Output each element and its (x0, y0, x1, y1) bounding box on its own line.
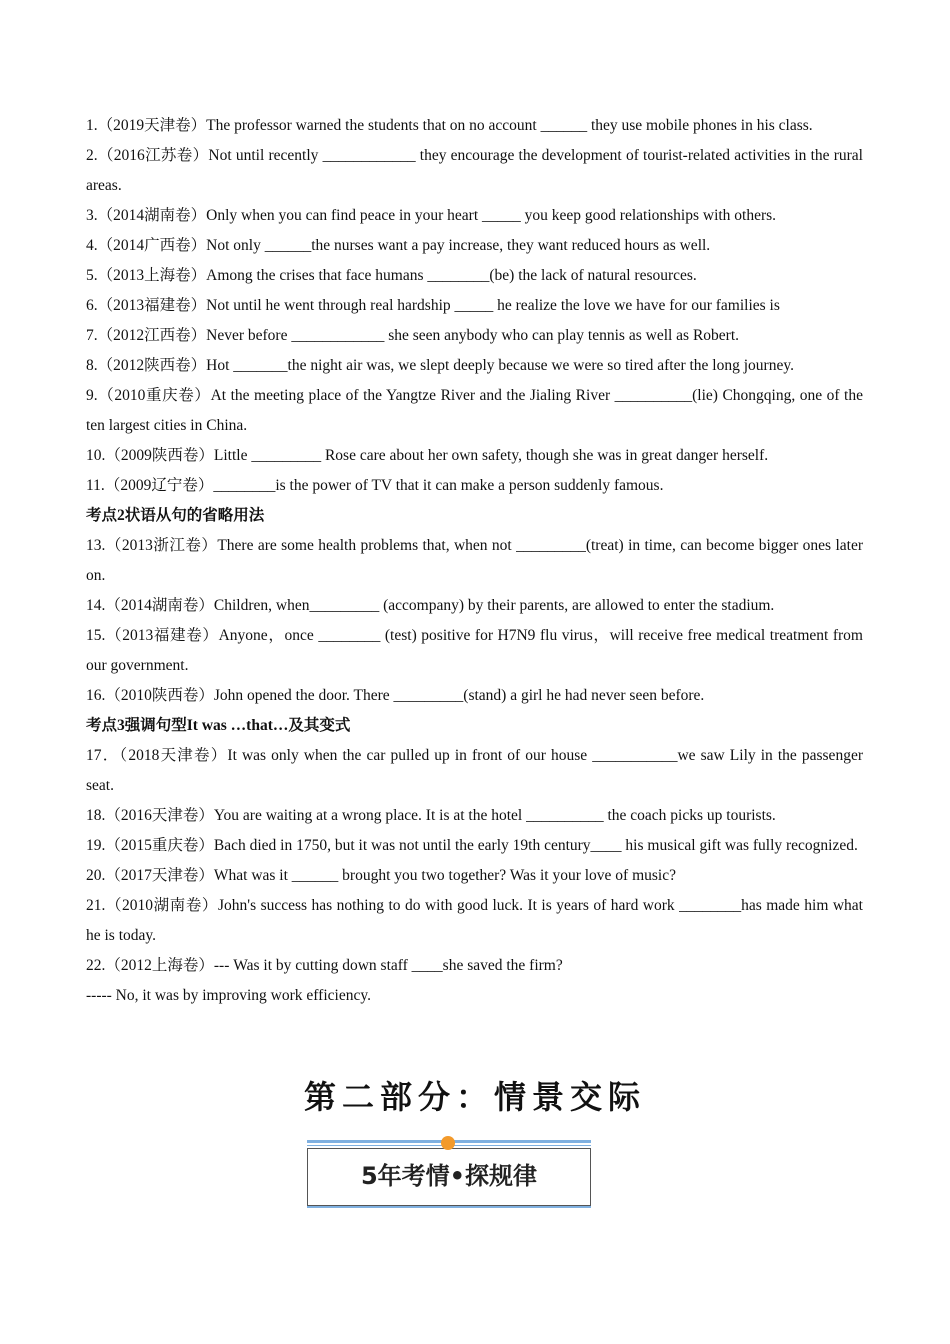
question-text: At the meeting place of the Yangtze River and the Jialing River __________(lie) Chongqing, one of the ten largest cities in China. (86, 387, 863, 434)
question-source: （2018天津卷） (119, 747, 228, 764)
question-number: 1. (86, 117, 98, 134)
question-text: Never before ____________ she seen anybody who can play tennis as well as Robert. (206, 327, 740, 344)
question-text: John's success has nothing to do with good luck. It is years of hard work ________has made him what he is today. (86, 897, 863, 944)
question-number: 20. (86, 867, 106, 884)
question-item (86, 111, 863, 141)
question-item (86, 321, 863, 351)
question-source: （2015重庆卷） (105, 837, 214, 854)
question-source: （2016天津卷） (105, 807, 214, 824)
question-item (86, 201, 863, 231)
question-item (86, 261, 863, 291)
question-item (86, 231, 863, 261)
question-number: 2. (86, 147, 98, 164)
question-group-inversion (86, 111, 863, 501)
banner-text: 5年考情•探规律 (360, 1162, 538, 1190)
question-item (86, 861, 863, 891)
question-text: Among the crises that face humans ________(be) the lack of natural resources. (206, 267, 697, 284)
question-item (86, 141, 863, 201)
question-text: Hot _______the night air was, we slept deeply because we were so tired after the long journey. (206, 357, 794, 374)
question-text: Anyone，once ________ (test) positive for H7N9 flu virus，will receive free medical treatment from our government. (86, 627, 863, 674)
question-number: 19. (86, 837, 106, 854)
question-number: 3. (86, 207, 98, 224)
banner-bottom-rule (307, 1206, 591, 1208)
question-source: （2009陕西卷） (105, 447, 214, 464)
question-item (86, 681, 863, 711)
question-item (86, 591, 863, 621)
question-item (86, 291, 863, 321)
question-number: 4. (86, 237, 98, 254)
question-number: 16. (86, 687, 106, 704)
question-source: （2012上海卷） (105, 957, 214, 974)
question-item (86, 621, 863, 681)
question-number: 9. (86, 387, 98, 404)
question-text: Children, when_________ (accompany) by their parents, are allowed to enter the stadium. (213, 597, 775, 614)
question-source: （2019天津卷） (97, 117, 207, 134)
question-text: --- Was it by cutting down staff ____she saved the firm? (213, 957, 563, 974)
question-item (86, 351, 863, 381)
question-text: You are waiting at a wrong place. It is at the hotel __________ the coach picks up tourists. (213, 807, 776, 824)
question-text: Not until recently ____________ they encourage the development of tourist-related activities in the rural areas. (86, 147, 863, 194)
question-number: 18. (86, 807, 106, 824)
question-text: Little _________ Rose care about her own safety, though she was in great danger herself. (213, 447, 769, 464)
question-item (86, 801, 863, 831)
question-source: （2016江苏卷） (97, 147, 209, 164)
question-number: 6. (86, 297, 98, 314)
question-source: （2013浙江卷） (105, 537, 218, 554)
question-item (86, 381, 863, 441)
question-source: （2013福建卷） (105, 627, 219, 644)
question-text: Only when you can find peace in your heart _____ you keep good relationships with others. (206, 207, 777, 224)
question-number: 11. (86, 477, 105, 494)
question-text: John opened the door. There _________(stand) a girl he had never seen before. (213, 687, 705, 704)
question-item (86, 531, 863, 591)
part-two-title: 第二部分：情景交际 (303, 1078, 646, 1116)
question-group-ellipsis (86, 531, 863, 711)
question-number: 8. (86, 357, 98, 374)
question-source: （2012陕西卷） (97, 357, 207, 374)
question-source: （2014湖南卷） (97, 207, 207, 224)
question-number: 14. (86, 597, 106, 614)
question-text: ________is the power of TV that it can make a person suddenly famous. (213, 477, 664, 494)
section-heading-2: 考点2状语从句的省略用法 (86, 507, 265, 524)
question-source: （2010湖南卷） (105, 897, 219, 914)
answer-line: ----- No, it was by improving work efficiency. (86, 987, 371, 1004)
question-number: 15. (86, 627, 106, 644)
question-item (86, 891, 863, 951)
question-item (86, 441, 863, 471)
question-text: Not until he went through real hardship _____ he realize the love we have for our families is (206, 297, 780, 314)
question-text: It was only when the car pulled up in front of our house ___________we saw Lily in the passenger seat. (86, 747, 863, 794)
question-source: （2010重庆卷） (97, 387, 211, 404)
question-source: （2013福建卷） (97, 297, 207, 314)
question-number: 5. (86, 267, 98, 284)
question-item (86, 471, 863, 501)
question-source: （2012江西卷） (97, 327, 207, 344)
question-list (86, 111, 863, 1011)
question-item (86, 831, 863, 861)
question-number: 17． (86, 747, 120, 764)
question-number: 7. (86, 327, 98, 344)
question-source: （2010陕西卷） (105, 687, 214, 704)
question-source: （2009辽宁卷） (104, 477, 214, 494)
section-heading-3: 考点3强调句型It was …that…及其变式 (86, 717, 351, 734)
question-number: 13. (86, 537, 106, 554)
question-text: There are some health problems that, when not _________(treat) in time, can become bigger ones later on. (86, 537, 863, 584)
question-number: 10. (86, 447, 106, 464)
question-source: （2014广西卷） (97, 237, 207, 254)
question-number: 21. (86, 897, 106, 914)
section-banner (307, 1140, 591, 1208)
question-text: The professor warned the students that on no account ______ they use mobile phones in his class. (206, 117, 813, 134)
question-group-emphasis (86, 741, 863, 981)
question-text: Not only ______the nurses want a pay increase, they want reduced hours as well. (206, 237, 711, 254)
question-text: Bach died in 1750, but it was not until the early 19th century____ his musical gift was fully recognized. (213, 837, 858, 854)
question-number: 22. (86, 957, 106, 974)
question-source: （2013上海卷） (97, 267, 207, 284)
question-source: （2017天津卷） (105, 867, 214, 884)
question-item (86, 951, 863, 981)
question-item (86, 741, 863, 801)
question-source: （2014湖南卷） (105, 597, 214, 614)
question-text: What was it ______ brought you two together? Was it your love of music? (213, 867, 676, 884)
